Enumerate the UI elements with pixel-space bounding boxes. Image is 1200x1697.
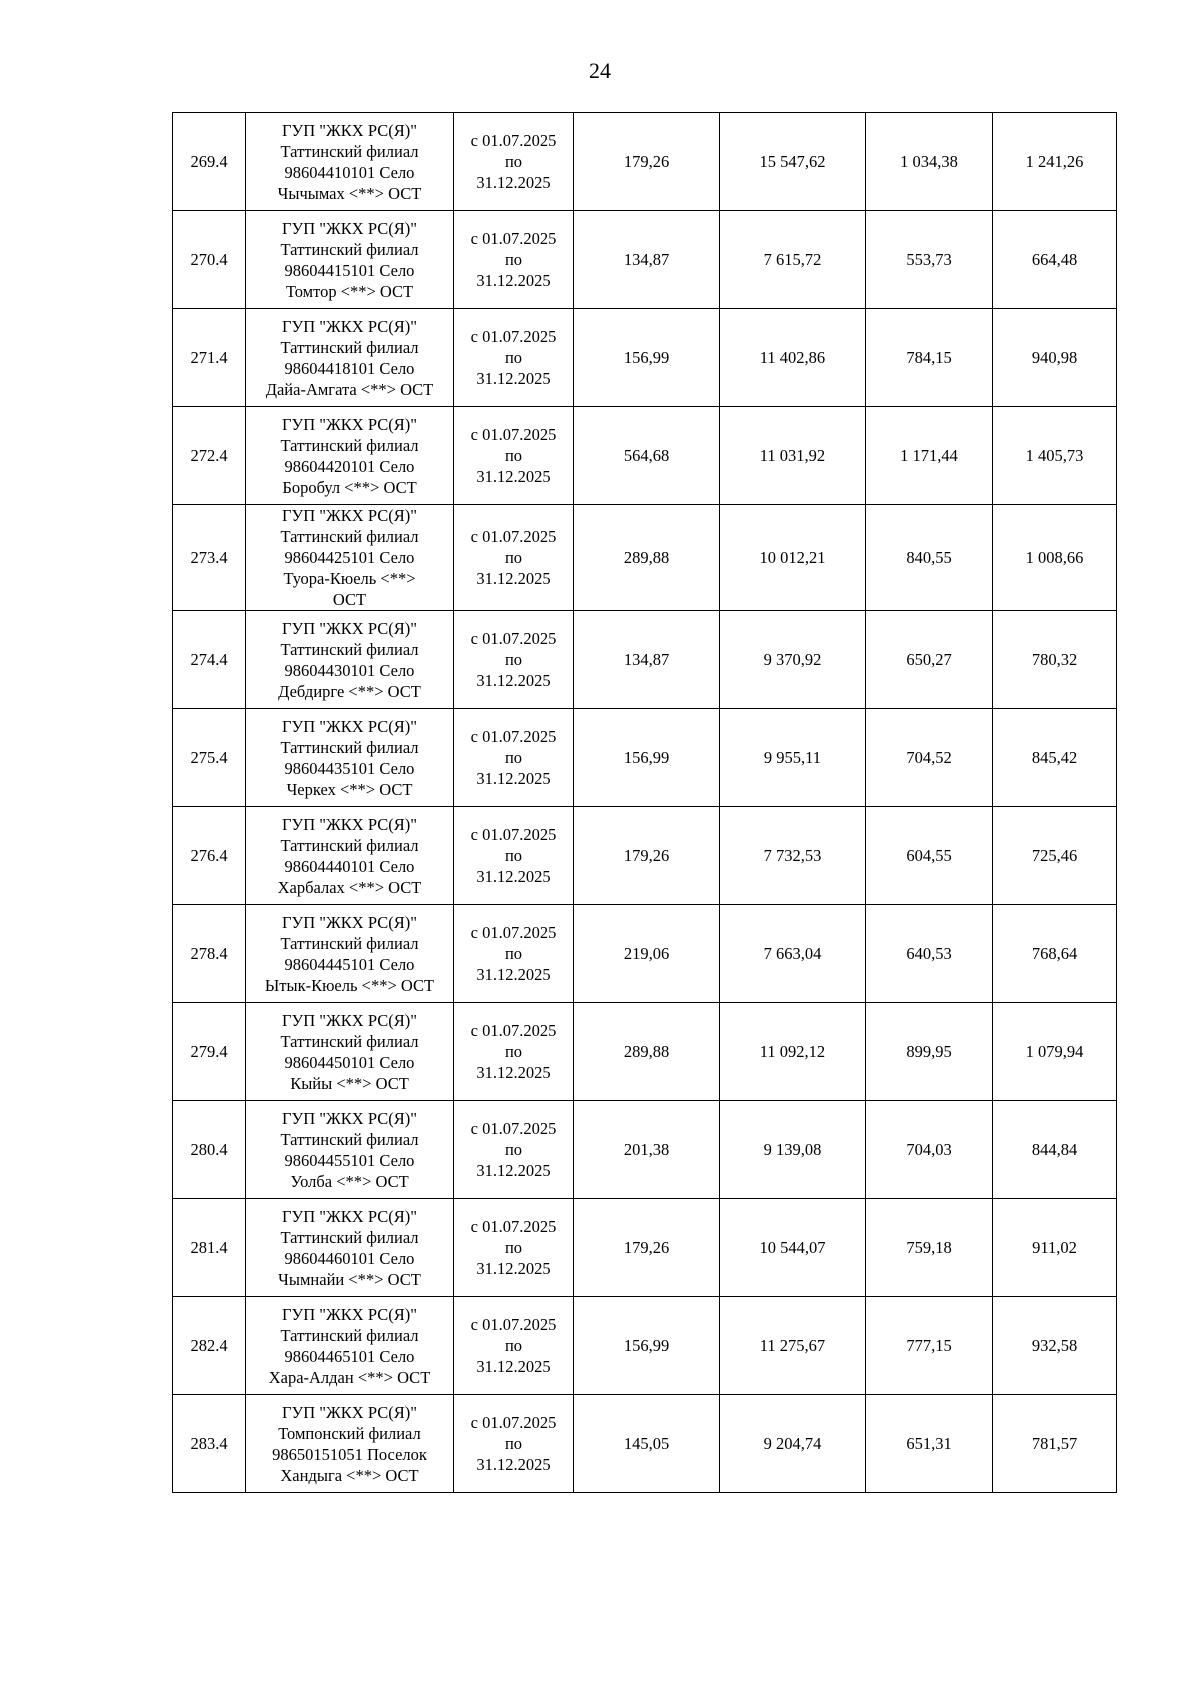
organization-cell-line: Черкех <**> ОСТ	[286, 779, 413, 799]
period-cell-line: с 01.07.2025	[470, 629, 557, 648]
row-number-cell: 274.4	[173, 611, 246, 709]
organization-cell-line: Таттинский филиал	[280, 527, 419, 546]
organization-cell	[246, 1101, 454, 1199]
organization-cell-line: 98604425101 Село	[284, 548, 415, 567]
organization-cell	[246, 1199, 454, 1297]
organization-cell-line: ГУП "ЖКХ РС(Я)"	[282, 716, 417, 736]
row-number-cell: 281.4	[173, 1199, 246, 1297]
organization-cell-line: Туора-Кюель <**>	[283, 569, 416, 588]
organization-cell-line: Таттинский филиал	[280, 1129, 419, 1149]
value-1-cell: 201,38	[574, 1101, 720, 1199]
organization-cell-line: Дайа-Амгата <**> ОСТ	[265, 379, 434, 399]
value-1-cell: 156,99	[574, 709, 720, 807]
table-row	[173, 1101, 1117, 1199]
value-2-cell: 10 544,07	[720, 1199, 866, 1297]
organization-cell-line: Чычымах <**> ОСТ	[277, 183, 422, 203]
value-1-cell: 564,68	[574, 407, 720, 505]
period-cell-line: по	[504, 348, 523, 367]
organization-cell-line: Таттинский филиал	[280, 737, 419, 757]
organization-cell-line: 98604450101 Село	[284, 1052, 415, 1072]
period-cell-line: по	[504, 250, 523, 269]
period-cell	[454, 1101, 574, 1199]
value-1-cell: 179,26	[574, 113, 720, 211]
organization-cell-line: Таттинский филиал	[280, 337, 419, 357]
period-cell-line: по	[504, 548, 523, 567]
row-number-cell: 272.4	[173, 407, 246, 505]
value-4-cell: 911,02	[993, 1199, 1117, 1297]
period-cell-line: по	[504, 1140, 523, 1159]
value-2-cell: 10 012,21	[720, 505, 866, 611]
row-number-cell: 282.4	[173, 1297, 246, 1395]
organization-cell-line: 98604440101 Село	[284, 856, 415, 876]
period-cell-line: 31.12.2025	[476, 867, 551, 886]
value-4-cell: 1 079,94	[993, 1003, 1117, 1101]
period-cell-line: 31.12.2025	[476, 965, 551, 984]
period-cell-line: с 01.07.2025	[470, 425, 557, 444]
row-number-cell: 280.4	[173, 1101, 246, 1199]
organization-cell-line: 98604410101 Село	[284, 162, 415, 182]
period-cell	[454, 1297, 574, 1395]
table-row	[173, 1395, 1117, 1493]
organization-cell-line: 98604420101 Село	[284, 456, 415, 476]
row-number-cell: 273.4	[173, 505, 246, 611]
organization-cell-line: ГУП "ЖКХ РС(Я)"	[282, 1010, 417, 1030]
table-row	[173, 1003, 1117, 1101]
value-1-cell: 179,26	[574, 807, 720, 905]
value-2-cell: 9 204,74	[720, 1395, 866, 1493]
table-row	[173, 211, 1117, 309]
period-cell-line: с 01.07.2025	[470, 229, 557, 248]
organization-cell-line: ГУП "ЖКХ РС(Я)"	[282, 414, 417, 434]
value-1-cell: 219,06	[574, 905, 720, 1003]
period-cell-line: с 01.07.2025	[470, 1021, 557, 1040]
value-3-cell: 651,31	[866, 1395, 993, 1493]
organization-cell-line: 98604445101 Село	[284, 954, 415, 974]
period-cell-line: 31.12.2025	[476, 671, 551, 690]
value-3-cell: 840,55	[866, 505, 993, 611]
organization-cell-line: ОСТ	[332, 590, 367, 609]
value-4-cell: 1 405,73	[993, 407, 1117, 505]
period-cell-line: по	[504, 1238, 523, 1257]
period-cell-line: 31.12.2025	[476, 271, 551, 290]
table-row	[173, 709, 1117, 807]
row-number-cell: 275.4	[173, 709, 246, 807]
period-cell	[454, 807, 574, 905]
organization-cell-line: ГУП "ЖКХ РС(Я)"	[282, 1402, 417, 1422]
value-3-cell: 1 034,38	[866, 113, 993, 211]
period-cell	[454, 709, 574, 807]
period-cell-line: по	[504, 748, 523, 767]
period-cell-line: 31.12.2025	[476, 467, 551, 486]
row-number-cell: 279.4	[173, 1003, 246, 1101]
organization-cell-line: 98650151051 Поселок	[272, 1444, 427, 1464]
organization-cell	[246, 505, 454, 611]
organization-cell	[246, 1003, 454, 1101]
value-4-cell: 1 241,26	[993, 113, 1117, 211]
value-2-cell: 15 547,62	[720, 113, 866, 211]
period-cell-line: 31.12.2025	[476, 1455, 551, 1474]
organization-cell-line: Таттинский филиал	[280, 1227, 419, 1247]
organization-cell	[246, 211, 454, 309]
value-4-cell: 664,48	[993, 211, 1117, 309]
value-3-cell: 604,55	[866, 807, 993, 905]
value-2-cell: 9 955,11	[720, 709, 866, 807]
organization-cell-line: Томтор <**> ОСТ	[285, 281, 414, 301]
organization-cell	[246, 309, 454, 407]
table-row	[173, 807, 1117, 905]
organization-cell	[246, 709, 454, 807]
value-4-cell: 780,32	[993, 611, 1117, 709]
value-1-cell: 289,88	[574, 1003, 720, 1101]
value-1-cell: 145,05	[574, 1395, 720, 1493]
organization-cell-line: 98604455101 Село	[284, 1150, 415, 1170]
organization-cell-line: Таттинский филиал	[280, 1325, 419, 1345]
organization-cell-line: ГУП "ЖКХ РС(Я)"	[282, 120, 417, 140]
period-cell	[454, 407, 574, 505]
organization-cell-line: Таттинский филиал	[280, 141, 419, 161]
period-cell-line: 31.12.2025	[476, 173, 551, 192]
period-cell-line: с 01.07.2025	[470, 1217, 557, 1236]
organization-cell-line: 98604430101 Село	[284, 660, 415, 680]
period-cell-line: 31.12.2025	[476, 369, 551, 388]
period-cell-line: по	[504, 1336, 523, 1355]
organization-cell-line: Таттинский филиал	[280, 933, 419, 953]
value-3-cell: 899,95	[866, 1003, 993, 1101]
value-3-cell: 553,73	[866, 211, 993, 309]
value-2-cell: 9 139,08	[720, 1101, 866, 1199]
organization-cell-line: Ытык-Кюель <**> ОСТ	[264, 975, 435, 995]
value-3-cell: 1 171,44	[866, 407, 993, 505]
value-1-cell: 134,87	[574, 611, 720, 709]
table-row	[173, 611, 1117, 709]
organization-cell	[246, 611, 454, 709]
period-cell-line: 31.12.2025	[476, 769, 551, 788]
organization-cell-line: 98604415101 Село	[284, 260, 415, 280]
row-number-cell: 271.4	[173, 309, 246, 407]
value-4-cell: 781,57	[993, 1395, 1117, 1493]
period-cell	[454, 113, 574, 211]
organization-cell-line: Таттинский филиал	[280, 435, 419, 455]
value-3-cell: 704,52	[866, 709, 993, 807]
organization-cell-line: Таттинский филиал	[280, 239, 419, 259]
organization-cell-line: Таттинский филиал	[280, 835, 419, 855]
value-2-cell: 9 370,92	[720, 611, 866, 709]
row-number-cell: 278.4	[173, 905, 246, 1003]
organization-cell-line: Кыйы <**> ОСТ	[290, 1073, 409, 1093]
tariff-table-body	[173, 113, 1117, 1493]
organization-cell-line: Томпонский филиал	[278, 1423, 421, 1443]
organization-cell-line: Чымнайи <**> ОСТ	[278, 1269, 421, 1289]
organization-cell-line: ГУП "ЖКХ РС(Я)"	[282, 1206, 417, 1226]
value-2-cell: 7 663,04	[720, 905, 866, 1003]
row-number-cell: 283.4	[173, 1395, 246, 1493]
organization-cell-line: ГУП "ЖКХ РС(Я)"	[282, 316, 417, 336]
value-2-cell: 11 092,12	[720, 1003, 866, 1101]
period-cell	[454, 309, 574, 407]
table-row	[173, 309, 1117, 407]
value-1-cell: 156,99	[574, 1297, 720, 1395]
period-cell-line: по	[504, 1434, 523, 1453]
table-row	[173, 905, 1117, 1003]
organization-cell	[246, 905, 454, 1003]
organization-cell-line: ГУП "ЖКХ РС(Я)"	[282, 814, 417, 834]
organization-cell-line: ГУП "ЖКХ РС(Я)"	[282, 618, 417, 638]
organization-cell-line: Хандыга <**> ОСТ	[280, 1465, 419, 1485]
table-row	[173, 113, 1117, 211]
period-cell-line: 31.12.2025	[476, 1161, 551, 1180]
value-1-cell: 289,88	[574, 505, 720, 611]
value-4-cell: 725,46	[993, 807, 1117, 905]
organization-cell-line: Таттинский филиал	[280, 1031, 419, 1051]
organization-cell-line: 98604435101 Село	[284, 758, 415, 778]
table-row	[173, 505, 1117, 611]
organization-cell-line: Хара-Алдан <**> ОСТ	[268, 1367, 431, 1387]
organization-cell-line: Харбалах <**> ОСТ	[277, 877, 422, 897]
value-2-cell: 11 275,67	[720, 1297, 866, 1395]
organization-cell	[246, 1395, 454, 1493]
organization-cell-line: ГУП "ЖКХ РС(Я)"	[282, 1304, 417, 1324]
period-cell-line: с 01.07.2025	[470, 825, 557, 844]
period-cell-line: 31.12.2025	[476, 1259, 551, 1278]
row-number-cell: 270.4	[173, 211, 246, 309]
period-cell-line: с 01.07.2025	[470, 527, 557, 546]
value-3-cell: 777,15	[866, 1297, 993, 1395]
value-4-cell: 845,42	[993, 709, 1117, 807]
table-row	[173, 407, 1117, 505]
organization-cell-line: Таттинский филиал	[280, 639, 419, 659]
period-cell	[454, 1003, 574, 1101]
period-cell-line: по	[504, 1042, 523, 1061]
period-cell-line: с 01.07.2025	[470, 131, 557, 150]
value-3-cell: 704,03	[866, 1101, 993, 1199]
value-3-cell: 650,27	[866, 611, 993, 709]
period-cell	[454, 611, 574, 709]
value-2-cell: 7 732,53	[720, 807, 866, 905]
value-1-cell: 134,87	[574, 211, 720, 309]
organization-cell	[246, 113, 454, 211]
period-cell-line: с 01.07.2025	[470, 1413, 557, 1432]
period-cell-line: 31.12.2025	[476, 1063, 551, 1082]
period-cell	[454, 1199, 574, 1297]
value-2-cell: 11 402,86	[720, 309, 866, 407]
organization-cell	[246, 807, 454, 905]
organization-cell	[246, 407, 454, 505]
period-cell	[454, 1395, 574, 1493]
organization-cell-line: ГУП "ЖКХ РС(Я)"	[282, 218, 417, 238]
period-cell-line: с 01.07.2025	[470, 1119, 557, 1138]
value-4-cell: 932,58	[993, 1297, 1117, 1395]
organization-cell-line: 98604418101 Село	[284, 358, 415, 378]
value-1-cell: 179,26	[574, 1199, 720, 1297]
value-3-cell: 640,53	[866, 905, 993, 1003]
period-cell-line: по	[504, 846, 523, 865]
period-cell-line: с 01.07.2025	[470, 1315, 557, 1334]
period-cell-line: по	[504, 152, 523, 171]
period-cell-line: 31.12.2025	[476, 1357, 551, 1376]
table-row	[173, 1199, 1117, 1297]
period-cell	[454, 905, 574, 1003]
organization-cell-line: 98604460101 Село	[284, 1248, 415, 1268]
table-row	[173, 1297, 1117, 1395]
organization-cell-line: Уолба <**> ОСТ	[290, 1171, 409, 1191]
organization-cell-line: 98604465101 Село	[284, 1346, 415, 1366]
organization-cell-line: ГУП "ЖКХ РС(Я)"	[282, 1108, 417, 1128]
period-cell-line: с 01.07.2025	[470, 327, 557, 346]
organization-cell-line: Боробул <**> ОСТ	[282, 477, 417, 497]
value-4-cell: 768,64	[993, 905, 1117, 1003]
organization-cell-line: Дебдирге <**> ОСТ	[278, 681, 421, 701]
period-cell	[454, 505, 574, 611]
value-4-cell: 844,84	[993, 1101, 1117, 1199]
row-number-cell: 276.4	[173, 807, 246, 905]
period-cell-line: с 01.07.2025	[470, 727, 557, 746]
period-cell-line: по	[504, 446, 523, 465]
period-cell-line: 31.12.2025	[476, 569, 551, 588]
period-cell-line: с 01.07.2025	[470, 923, 557, 942]
value-2-cell: 11 031,92	[720, 407, 866, 505]
organization-cell	[246, 1297, 454, 1395]
value-2-cell: 7 615,72	[720, 211, 866, 309]
period-cell-line: по	[504, 650, 523, 669]
value-4-cell: 940,98	[993, 309, 1117, 407]
period-cell-line: по	[504, 944, 523, 963]
organization-cell-line: ГУП "ЖКХ РС(Я)"	[282, 506, 417, 525]
organization-cell-line: ГУП "ЖКХ РС(Я)"	[282, 912, 417, 932]
page-number: 24	[589, 58, 611, 83]
tariff-table	[172, 112, 1117, 1493]
value-3-cell: 784,15	[866, 309, 993, 407]
value-4-cell: 1 008,66	[993, 505, 1117, 611]
value-1-cell: 156,99	[574, 309, 720, 407]
value-3-cell: 759,18	[866, 1199, 993, 1297]
row-number-cell: 269.4	[173, 113, 246, 211]
period-cell	[454, 211, 574, 309]
